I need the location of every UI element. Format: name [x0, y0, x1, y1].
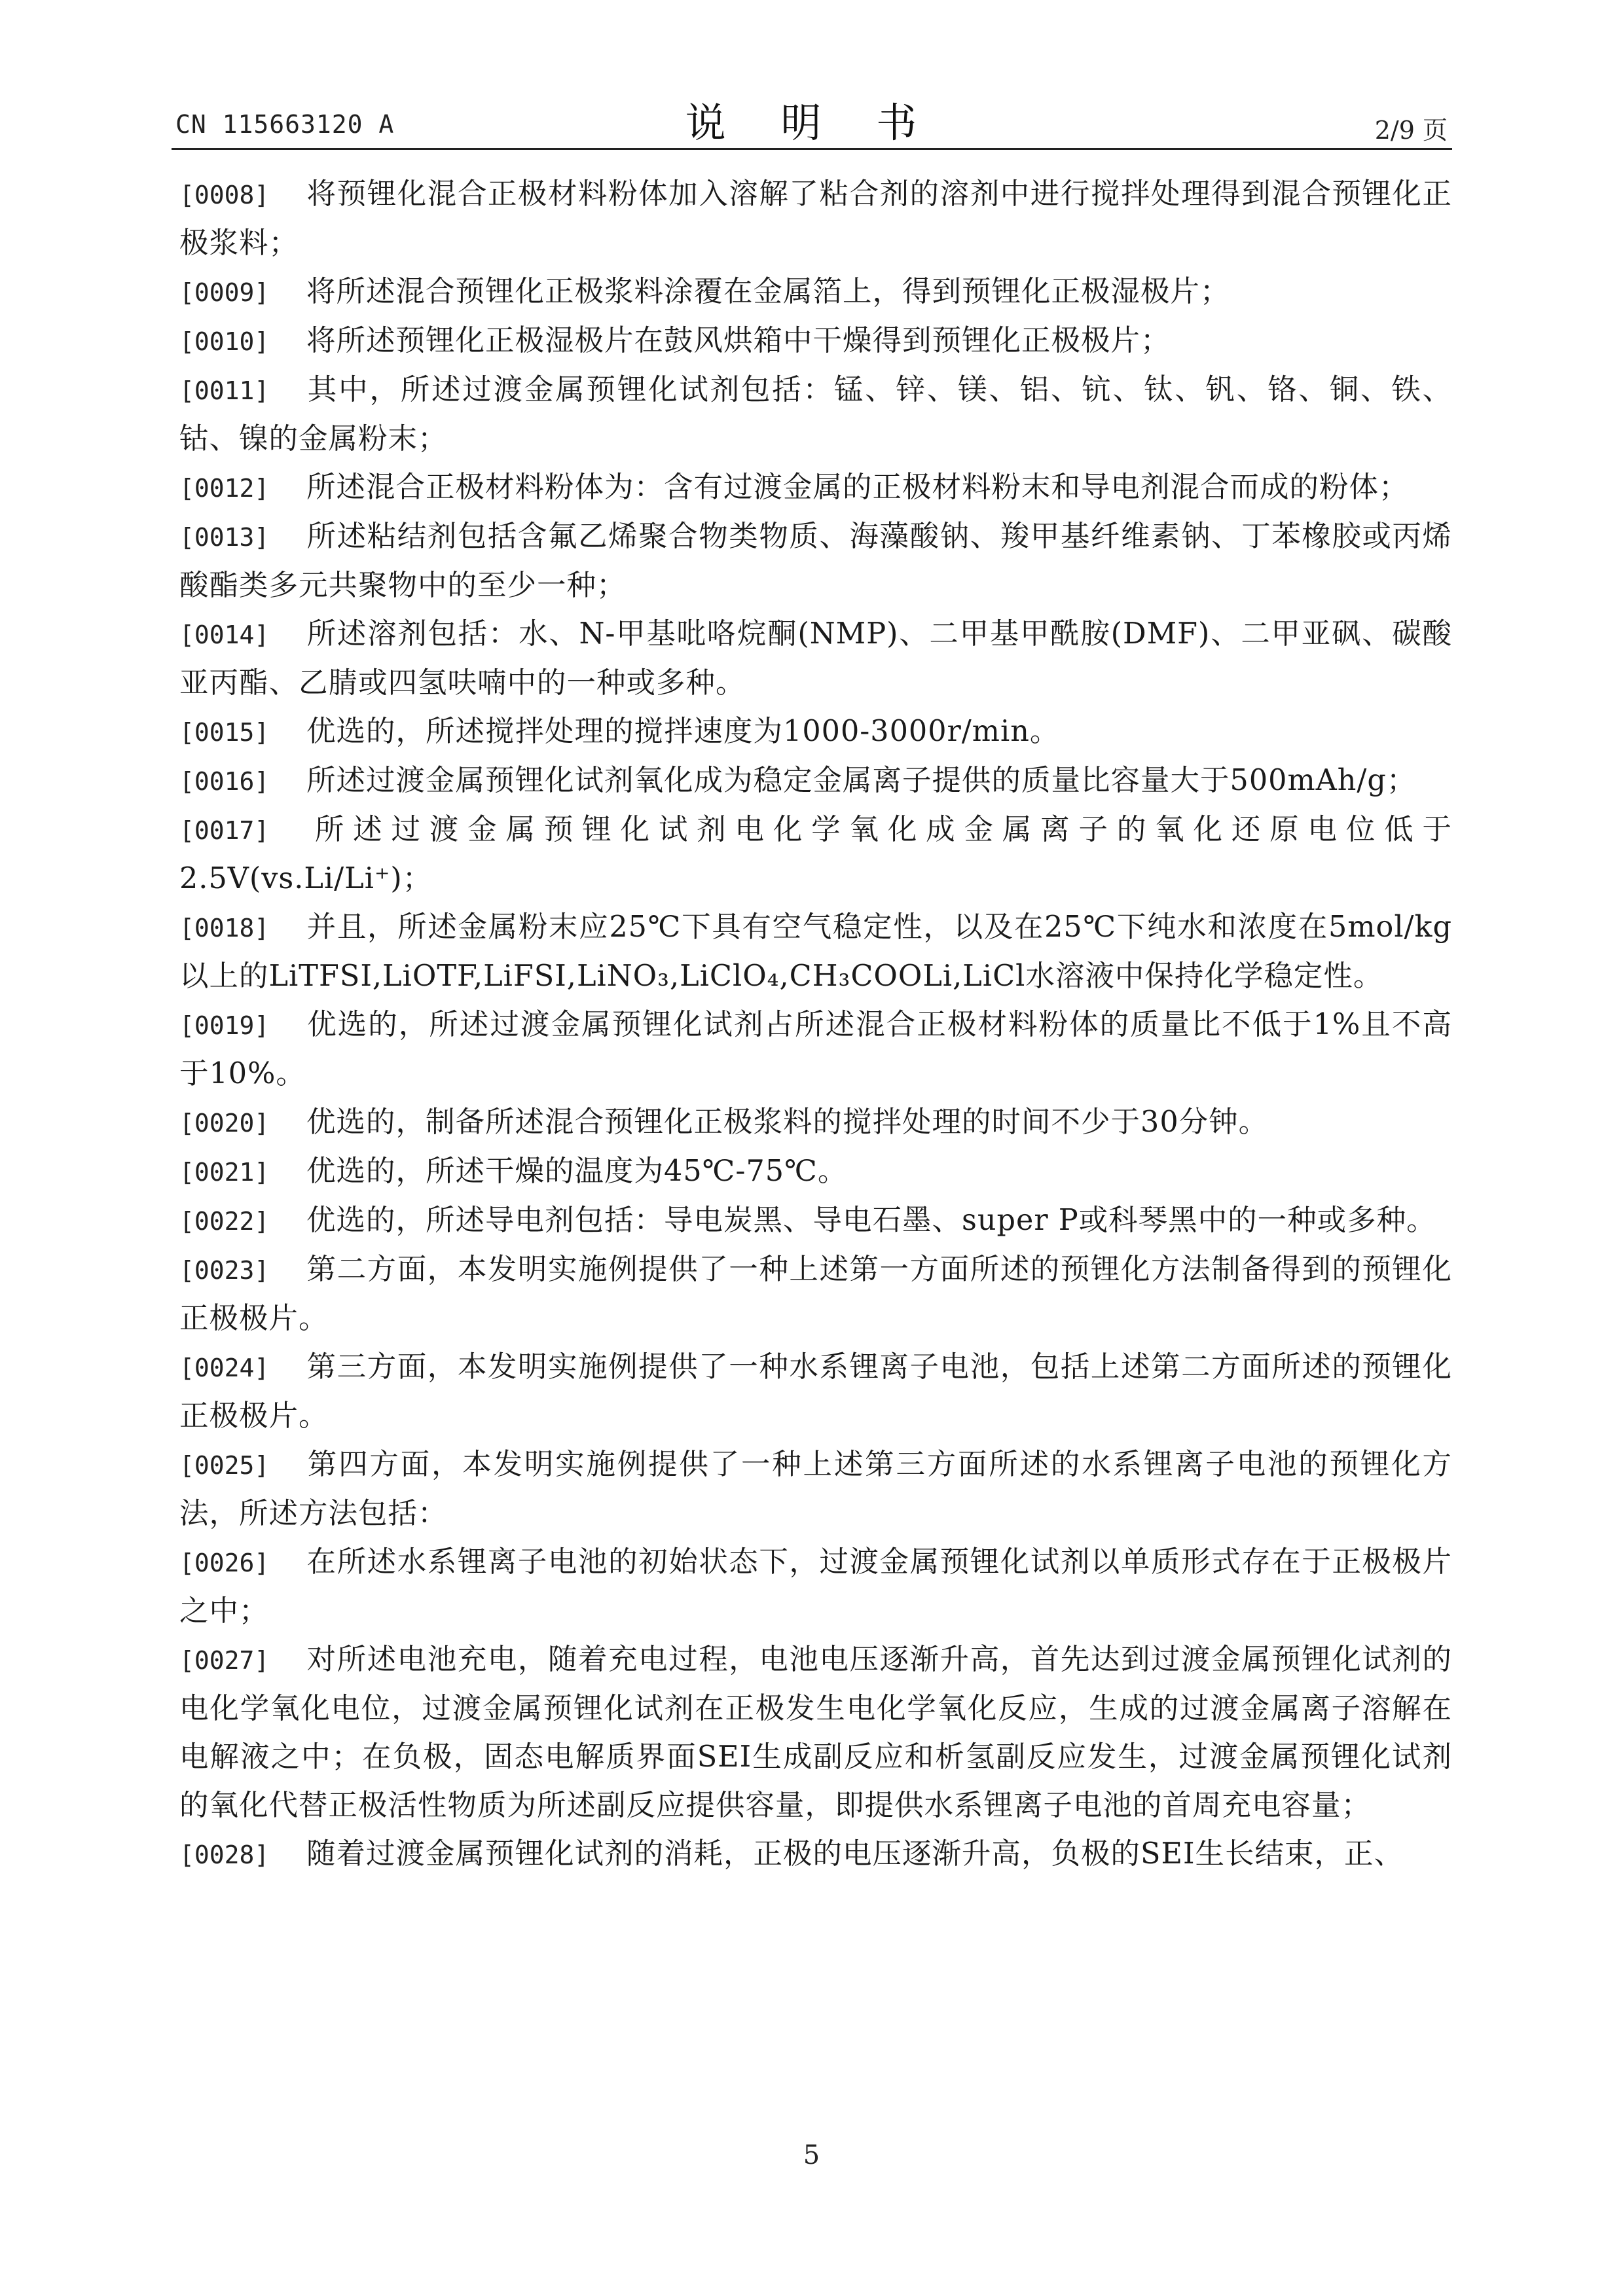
paragraph — [179, 317, 1452, 366]
paragraph-text: 其中，所述过渡金属预锂化试剂包括：锰、锌、镁、铝、钪、钛、钒、铬、铜、铁、钴、镍的金属粉末； — [179, 373, 1452, 456]
paragraph-number: [0023] — [179, 1256, 270, 1285]
paragraph-number: [0018] — [179, 914, 270, 942]
paragraph-number: [0015] — [179, 718, 270, 747]
paragraph — [179, 170, 1452, 268]
paragraph-text: 优选的，所述干燥的温度为45℃-75℃。 — [306, 1155, 848, 1188]
paragraph — [179, 366, 1452, 463]
paragraph-number: [0027] — [179, 1646, 270, 1675]
document-body — [179, 170, 1452, 1879]
paragraph-text: 所述溶剂包括：水、N-甲基吡咯烷酮(NMP)、二甲基甲酰胺(DMF)、二甲亚砜、碳酸亚丙酯、乙腈或四氢呋喃中的一种或多种。 — [179, 617, 1452, 700]
paragraph-number: [0021] — [179, 1158, 270, 1187]
paragraph — [179, 1636, 1452, 1830]
paragraph-number: [0022] — [179, 1207, 270, 1236]
paragraph-text: 将所述预锂化正极湿极片在鼓风烘箱中干燥得到预锂化正极极片； — [306, 324, 1171, 357]
paragraph — [179, 1098, 1452, 1147]
page-header — [0, 0, 1623, 151]
paragraph — [179, 610, 1452, 708]
paragraph-text: 第四方面，本发明实施例提供了一种上述第三方面所述的水系锂离子电池的预锂化方法，所述方法包括： — [179, 1448, 1452, 1530]
paragraph-text: 优选的，所述过渡金属预锂化试剂占所述混合正极材料粉体的质量比不低于1%且不高于10%。 — [179, 1008, 1452, 1090]
paragraph — [179, 463, 1452, 512]
paragraph-text: 所述过渡金属预锂化试剂氧化成为稳定金属离子提供的质量比容量大于500mAh/g； — [306, 764, 1417, 797]
paragraph-text: 优选的，所述导电剂包括：导电炭黑、导电石墨、super P或科琴黑中的一种或多种。 — [306, 1204, 1436, 1237]
paragraph-text: 所述粘结剂包括含氟乙烯聚合物类物质、海藻酸钠、羧甲基纤维素钠、丁苯橡胶或丙烯酸酯类多元共聚物中的至少一种； — [179, 520, 1452, 602]
paragraph — [179, 806, 1452, 903]
paragraph-number: [0017] — [179, 816, 270, 845]
patent-number: CN 115663120 A — [175, 110, 395, 139]
paragraph — [179, 757, 1452, 806]
page-indicator: 2/9 页 — [1374, 116, 1448, 145]
paragraph — [179, 1830, 1452, 1879]
paragraph-text: 第三方面，本发明实施例提供了一种水系锂离子电池，包括上述第二方面所述的预锂化正极极片。 — [179, 1350, 1452, 1433]
paragraph-number: [0025] — [179, 1451, 270, 1480]
paragraph-number: [0012] — [179, 474, 270, 503]
paragraph-number: [0008] — [179, 181, 270, 209]
paragraph-text: 对所述电池充电，随着充电过程，电池电压逐渐升高，首先达到过渡金属预锂化试剂的电化学氧化电位，过渡金属预锂化试剂在正极发生电化学氧化反应，生成的过渡金属离子溶解在电解液之中；在负极，固态电解质界面SEI生成副反应和析氢副反应发生，过渡金属预锂化试剂的氧化代替正极活性物质为所述副反应提供容量，即提供水系锂离子电池的首周充电容量； — [179, 1643, 1452, 1822]
paragraph — [179, 708, 1452, 757]
paragraph-number: [0014] — [179, 620, 270, 649]
paragraph-text: 并且，所述金属粉末应25℃下具有空气稳定性，以及在25℃下纯水和浓度在5mol/kg以上的LiTFSI,LiOTF,LiFSI,LiNO₃,LiClO₄,CH₃COOLi,LiCl水溶液中保持化学稳定性。 — [179, 910, 1452, 993]
paragraph-text: 在所述水系锂离子电池的初始状态下，过渡金属预锂化试剂以单质形式存在于正极极片之中； — [179, 1545, 1452, 1628]
paragraph-text: 优选的，制备所述混合预锂化正极浆料的搅拌处理的时间不少于30分钟。 — [306, 1105, 1269, 1139]
paragraph — [179, 268, 1452, 317]
paragraph-number: [0011] — [179, 376, 270, 405]
paragraph-text: 所述过渡金属预锂化试剂电化学氧化成金属离子的氧化还原电位低于2.5V(vs.Li/Li⁺)； — [179, 813, 1452, 895]
paragraph — [179, 1147, 1452, 1196]
paragraph-text: 第二方面，本发明实施例提供了一种上述第一方面所述的预锂化方法制备得到的预锂化正极极片。 — [179, 1253, 1452, 1335]
paragraph-number: [0016] — [179, 767, 270, 796]
paragraph-number: [0020] — [179, 1109, 270, 1138]
paragraph — [179, 1001, 1452, 1098]
paragraph-number: [0010] — [179, 327, 270, 356]
paragraph-number: [0009] — [179, 278, 270, 307]
page-number: 5 — [803, 2140, 820, 2170]
paragraph-text: 随着过渡金属预锂化试剂的消耗，正极的电压逐渐升高，负极的SEI生长结束，正、 — [306, 1837, 1404, 1871]
paragraph-text: 所述混合正极材料粉体为：含有过渡金属的正极材料粉末和导电剂混合而成的粉体； — [306, 471, 1409, 504]
paragraph-number: [0019] — [179, 1011, 270, 1040]
paragraph — [179, 1538, 1452, 1636]
paragraph-text: 优选的，所述搅拌处理的搅拌速度为1000-3000r/min。 — [306, 715, 1060, 748]
paragraph-text: 将预锂化混合正极材料粉体加入溶解了粘合剂的溶剂中进行搅拌处理得到混合预锂化正极浆料； — [179, 177, 1452, 260]
paragraph — [179, 1441, 1452, 1538]
header-divider — [172, 148, 1452, 150]
document-title: 说 明 书 — [685, 99, 938, 147]
paragraph — [179, 1343, 1452, 1441]
paragraph-number: [0026] — [179, 1549, 270, 1577]
paragraph-number: [0013] — [179, 523, 270, 552]
paragraph-number: [0028] — [179, 1840, 270, 1869]
paragraph — [179, 1246, 1452, 1343]
paragraph — [179, 1196, 1452, 1246]
paragraph-number: [0024] — [179, 1354, 270, 1382]
paragraph — [179, 903, 1452, 1001]
paragraph-text: 将所述混合预锂化正极浆料涂覆在金属箔上，得到预锂化正极湿极片； — [306, 275, 1230, 308]
paragraph — [179, 512, 1452, 610]
